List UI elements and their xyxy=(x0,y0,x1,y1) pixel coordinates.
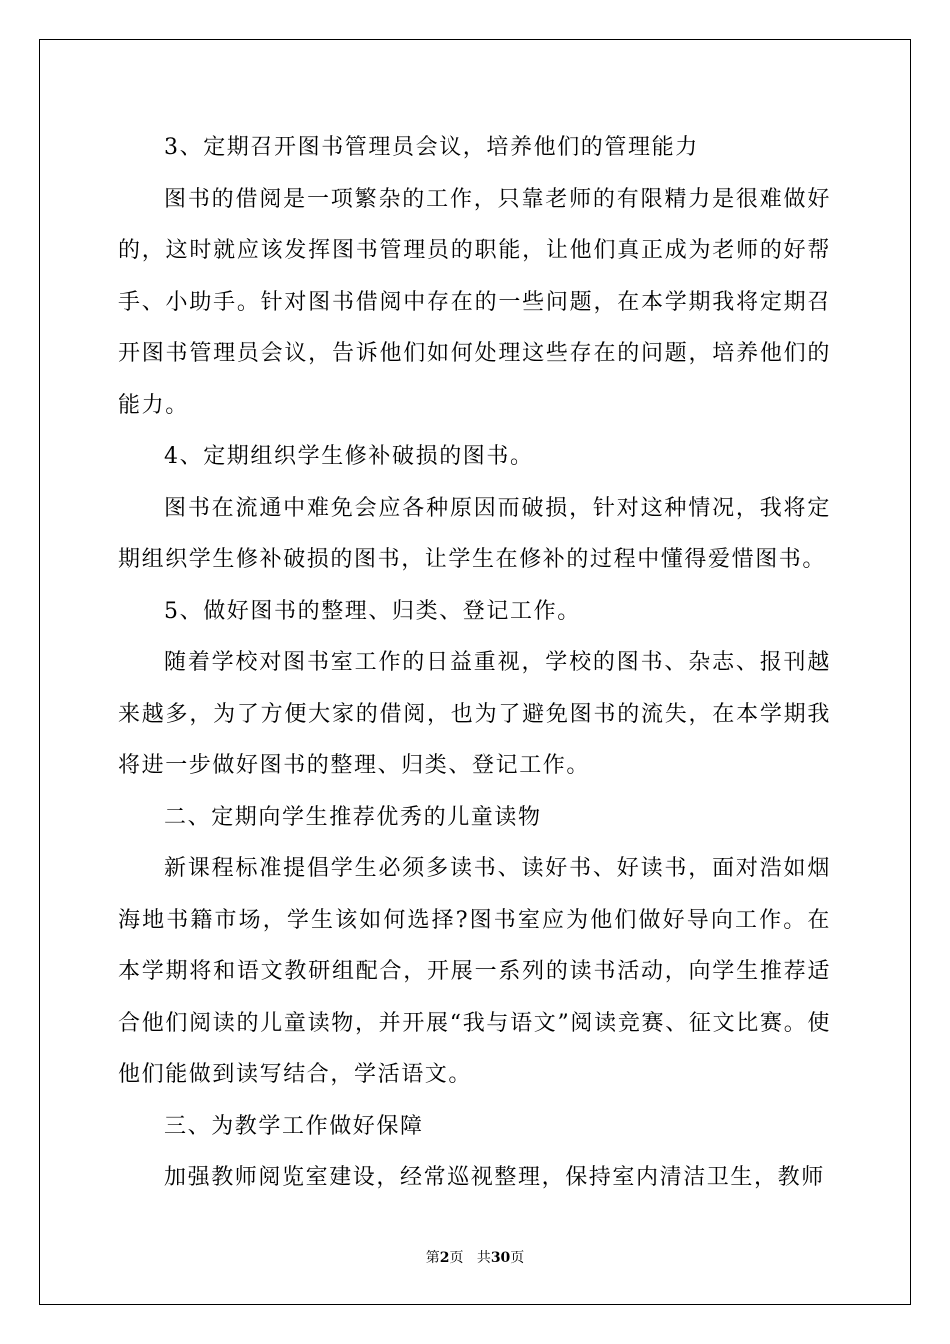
footer-total-suffix: 页 xyxy=(510,1250,525,1266)
footer-page-suffix: 页 xyxy=(449,1250,464,1266)
paragraph-three: 加强教师阅览室建设，经常巡视整理，保持室内清洁卫生，教师 xyxy=(164,1165,825,1190)
page-footer xyxy=(0,1248,950,1268)
paragraph-3: 图书的借阅是一项繁杂的工作，只靠老师的有限精力是很难做好的，这时就应该发挥图书管理员的职能，让他们真正成为老师的好帮手、小助手。针对图书借阅中存在的一些问题，在本学期我将定期召开图书管理员会议，告诉他们如何处理这些存在的问题，培养他们的能力。 xyxy=(118,186,831,418)
paragraph-5: 随着学校对图书室工作的日益重视，学校的图书、杂志、报刊越来越多，为了方便大家的借阅，也为了避免图书的流失，在本学期我将进一步做好图书的整理、归类、登记工作。 xyxy=(118,650,831,778)
footer-prefix: 第 xyxy=(425,1250,440,1266)
footer-total-pages: 30 xyxy=(490,1250,511,1266)
paragraph-4: 图书在流通中难免会应各种原因而破损，针对这种情况，我将定期组织学生修补破损的图书，让学生在修补的过程中懂得爱惜图书。 xyxy=(118,495,831,572)
section-heading-5: 5、做好图书的整理、归类、登记工作。 xyxy=(164,598,581,624)
document-body xyxy=(118,122,831,1204)
section-heading-3: 3、定期召开图书管理员会议，培养他们的管理能力 xyxy=(164,135,699,160)
footer-total-prefix: 共 xyxy=(476,1250,491,1266)
section-heading-4: 4、定期组织学生修补破损的图书。 xyxy=(164,444,534,469)
footer-page-number: 2 xyxy=(439,1250,450,1266)
section-heading-three: 三、为教学工作做好保障 xyxy=(164,1113,424,1139)
section-heading-two: 二、定期向学生推荐优秀的儿童读物 xyxy=(164,804,542,830)
paragraph-two: 新课程标准提倡学生必须多读书、读好书、好读书，面对浩如烟海地书籍市场，学生该如何选择?图书室应为他们做好导向工作。在本学期将和语文教研组配合，开展一系列的读书活动，向学生推荐适合他们阅读的儿童读物，并开展“我与语文”阅读竞赛、征文比赛。使他们能做到读写结合，学活语文。 xyxy=(118,856,831,1087)
